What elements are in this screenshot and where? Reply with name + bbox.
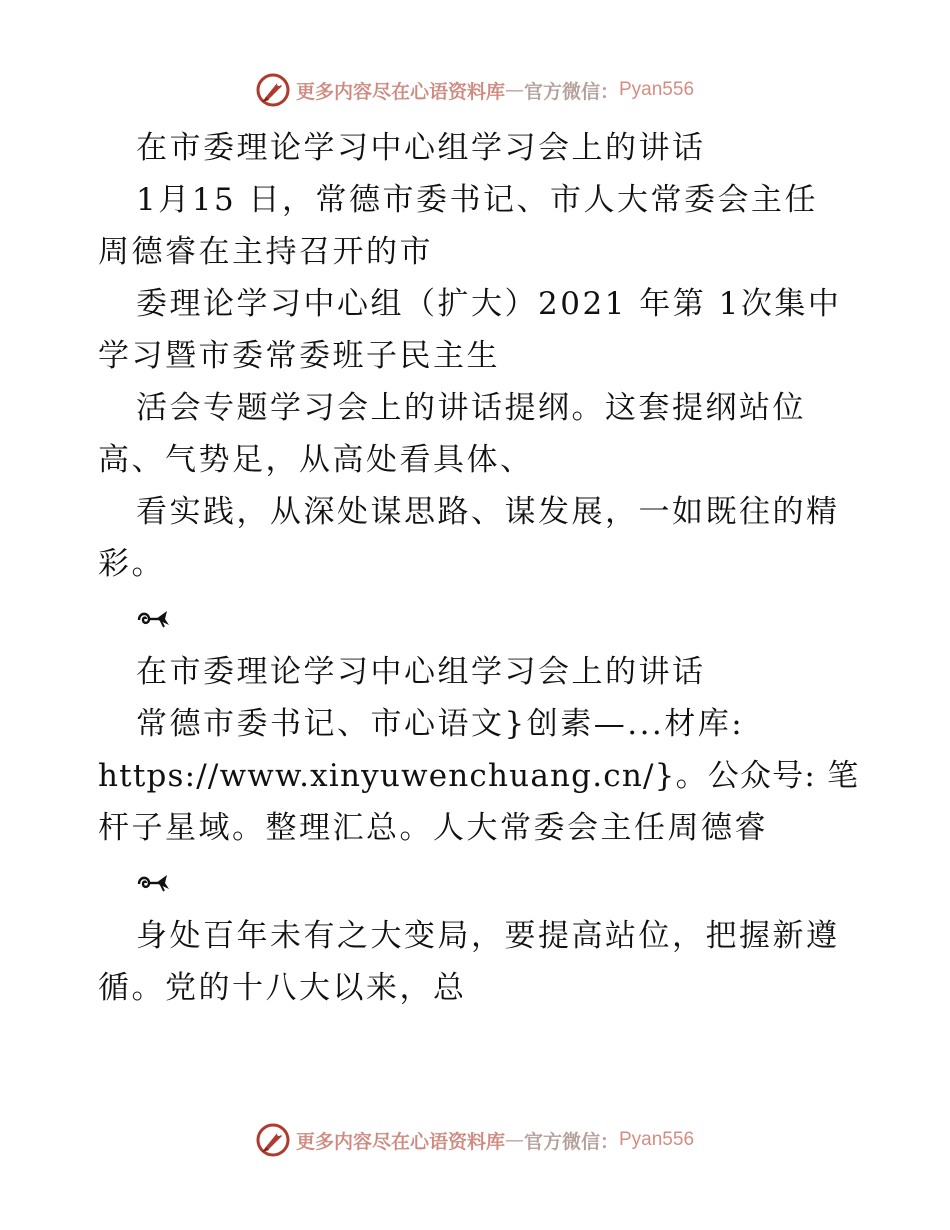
byline-line-1: 常德市委书记、市心语文}创素—...材库: xyxy=(136,706,745,742)
intro-line-3: 委理论学习中心组（扩大）2021 年第 1次集中 xyxy=(136,286,842,322)
banner-wechat-label: 官方微信： xyxy=(523,1130,619,1153)
banner-dash: — xyxy=(504,1129,524,1151)
body-line-2: 循。党的十八大以来，总 xyxy=(98,970,467,1006)
intro-line-6: 高、气势足，从高处看具体、 xyxy=(98,442,534,478)
fleuron-ornament-icon xyxy=(136,870,172,894)
fleuron-ornament-icon xyxy=(136,606,172,630)
title-paragraph xyxy=(0,122,950,174)
pen-nib-logo-icon xyxy=(256,73,290,107)
byline-line-2: https://www.xinyuwenchuang.cn/}。公众号: 笔 xyxy=(98,758,860,794)
intro-line-5: 活会专题学习会上的讲话提纲。这套提纲站位 xyxy=(136,390,806,426)
banner-wechat-id: Pyan556 xyxy=(619,79,695,100)
speech-title-paragraph xyxy=(0,646,950,698)
banner-wechat-id: Pyan556 xyxy=(619,1129,695,1150)
banner-slogan: 更多内容尽在心语资料库 xyxy=(295,1130,505,1153)
intro-line-2: 周德睿在主持召开的市 xyxy=(98,234,433,270)
intro-line-4: 学习暨市委常委班子民主生 xyxy=(98,338,500,374)
byline-paragraph xyxy=(0,698,950,854)
header-banner xyxy=(0,70,950,110)
banner-dash: — xyxy=(504,79,524,101)
body-line-1: 身处百年未有之大变局，要提高站位，把握新遵 xyxy=(136,918,840,954)
body-paragraph xyxy=(0,910,950,1014)
footer-banner xyxy=(0,1120,950,1160)
intro-line-1: 1月15 日，常德市委书记、市人大常委会主任 xyxy=(136,182,819,218)
byline-line-3: 杆子星域。整理汇总。人大常委会主任周德睿 xyxy=(98,810,768,846)
document-body xyxy=(0,122,950,1014)
intro-paragraph xyxy=(0,174,950,590)
pen-nib-logo-icon xyxy=(256,1123,290,1157)
speech-title: 在市委理论学习中心组学习会上的讲话 xyxy=(136,654,706,690)
ornament-row-2 xyxy=(0,854,950,910)
intro-line-8: 彩。 xyxy=(98,546,165,582)
ornament-row-1 xyxy=(0,590,950,646)
title-line: 在市委理论学习中心组学习会上的讲话 xyxy=(136,130,706,166)
banner-wechat-label: 官方微信： xyxy=(523,80,619,103)
intro-line-7: 看实践，从深处谋思路、谋发展，一如既往的精 xyxy=(136,494,840,530)
banner-slogan: 更多内容尽在心语资料库 xyxy=(295,80,505,103)
